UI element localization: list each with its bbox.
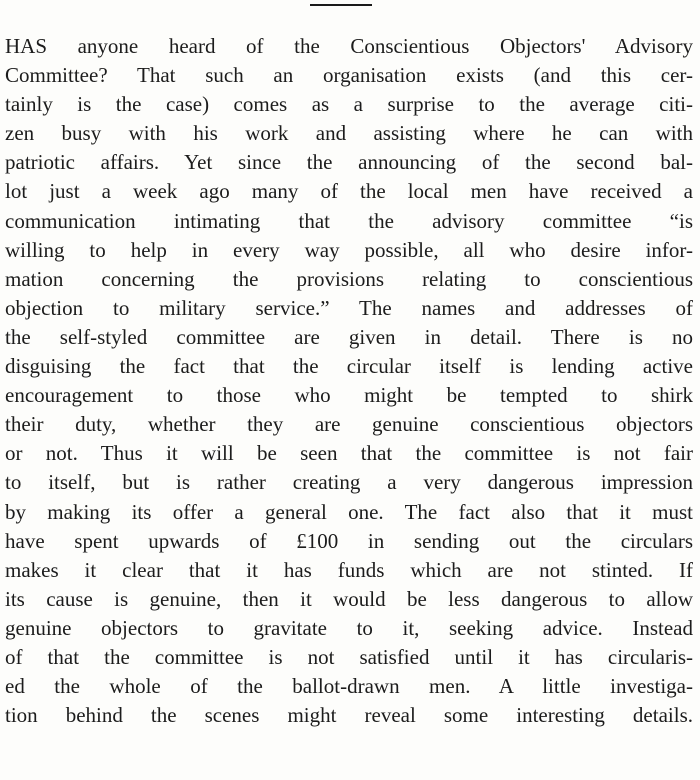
article-line: mation concerning the provisions relating to conscientious <box>5 266 693 291</box>
article-line: its cause is genuine, then it would be less dangerous to allow <box>5 586 693 611</box>
article-line: HAS anyone heard of the Conscientious Objectors' Advisory <box>5 34 693 58</box>
article-line: communication intimating that the advisory committee “is <box>5 208 693 233</box>
article-line: willing to help in every way possible, all who desire infor- <box>5 237 693 262</box>
article-line: of that the committee is not satisfied until it has circularis- <box>5 644 693 669</box>
article-line: the self-styled committee are given in detail. There is no <box>5 324 693 349</box>
article-line: have spent upwards of £100 in sending out the circulars <box>5 528 693 553</box>
article-line: lot just a week ago many of the local men have received a <box>5 179 693 204</box>
article-line: makes it clear that it has funds which are not stinted. If <box>5 557 693 582</box>
article-line: their duty, whether they are genuine conscientious objectors <box>5 412 693 437</box>
article-line: tion behind the scenes might reveal some interesting details. <box>5 703 693 728</box>
article-line: objection to military service.” The names and addresses of <box>5 295 693 320</box>
column-rule <box>310 4 372 6</box>
article-line: genuine objectors to gravitate to it, seeking advice. Instead <box>5 615 693 640</box>
article-text <box>5 32 693 730</box>
article-line: by making its offer a general one. The fact also that it must <box>5 499 693 524</box>
article-line: to itself, but is rather creating a very dangerous impression <box>5 470 693 495</box>
article-line: zen busy with his work and assisting where he can with <box>5 121 693 146</box>
article-line: tainly is the case) comes as a surprise to the average citi- <box>5 92 693 117</box>
article-line: disguising the fact that the circular itself is lending active <box>5 354 693 379</box>
article-line: or not. Thus it will be seen that the committee is not fair <box>5 441 693 466</box>
article-line: encouragement to those who might be tempted to shirk <box>5 383 693 408</box>
article-line: Committee? That such an organisation exists (and this cer- <box>5 63 693 88</box>
article-line: ed the whole of the ballot-drawn men. A little investiga- <box>5 674 693 699</box>
article-line: patriotic affairs. Yet since the announcing of the second bal- <box>5 150 693 175</box>
